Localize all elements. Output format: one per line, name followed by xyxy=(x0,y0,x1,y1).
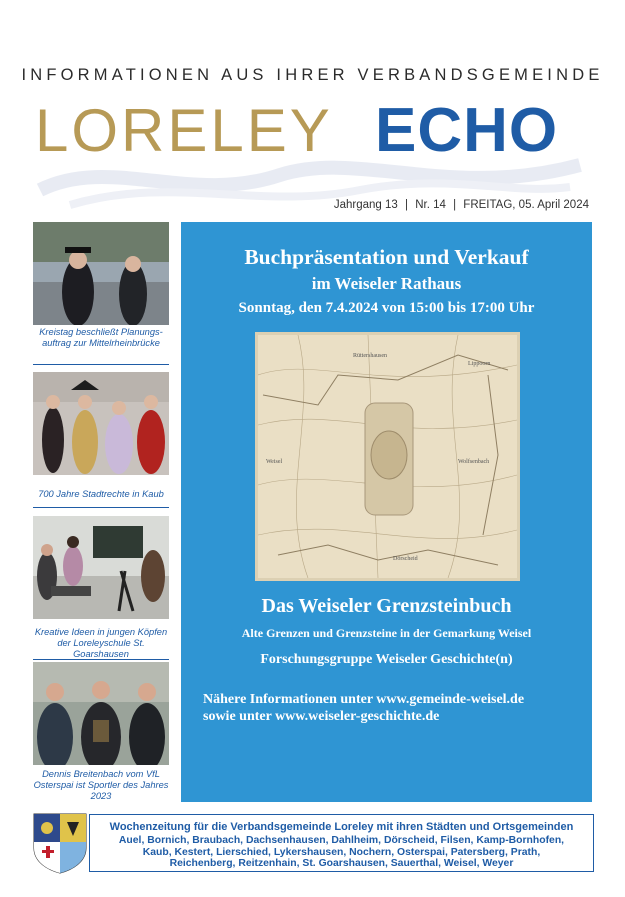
sidebar-item-bridge[interactable] xyxy=(33,222,169,349)
map-label: Weisel xyxy=(266,459,283,465)
grenzstein-map xyxy=(258,335,517,578)
map-label: Lippoorn xyxy=(468,361,491,367)
sidebar-item-school[interactable] xyxy=(33,516,169,660)
book-subtitle: Alte Grenzen und Grenzsteine in der Gemarkung Weisel xyxy=(241,626,532,640)
footer-line: Reichenberg, Reitzenhain, St. Goarshausen, Sauerthal, Weisel, Weyer xyxy=(169,858,514,869)
poster-location: im Weiseler Rathaus xyxy=(311,274,462,293)
issue-line xyxy=(332,199,591,211)
sidebar-item-sportler[interactable] xyxy=(33,662,169,802)
caption-bridge: Kreistag beschließt Planungs-auftrag zur Mittelrheinbrücke xyxy=(39,327,163,348)
logo-loreley: LORELEY xyxy=(35,97,333,164)
masthead-kicker: INFORMATIONEN AUS IHRER VERBANDSGEMEINDE xyxy=(21,66,604,84)
divider xyxy=(33,507,169,508)
footer-towns xyxy=(90,835,593,870)
info-line-1: Nähere Informationen unter www.gemeinde-weisel.de xyxy=(203,692,525,707)
book-title: Das Weiseler Grenzsteinbuch xyxy=(261,595,512,617)
caption-kaub: 700 Jahre Stadtrechte in Kaub xyxy=(38,489,164,499)
photo-sportler xyxy=(33,662,169,765)
caption-school: Kreative Ideen in jungen Köpfen der Loreleyschule St. Goarshausen xyxy=(34,627,168,659)
issue-jahrgang: Jahrgang 13 xyxy=(333,199,398,211)
issue-date: FREITAG, 05. April 2024 xyxy=(463,199,589,211)
sidebar-item-kaub[interactable] xyxy=(33,372,169,500)
masthead-logo xyxy=(35,96,595,166)
footer-line: Kaub, Kestert, Lierschied, Lykershausen, Nochern, Osterspai, Patersberg, Prath, xyxy=(142,846,541,858)
poster-headline: Buchpräsentation und Verkauf xyxy=(244,245,529,269)
map-label: Wolfsenbach xyxy=(458,459,490,465)
event-poster[interactable] xyxy=(181,222,592,802)
poster-datetime: Sonntag, den 7.4.2024 von 15:00 bis 17:00 Uhr xyxy=(238,300,535,316)
map-label: Rüttershausen xyxy=(353,353,387,359)
footer-title: Wochenzeitung für die Verbandsgemeinde Loreley mit ihren Städten und Ortsgemeinden xyxy=(109,821,574,833)
divider xyxy=(33,659,169,660)
info-line-2: sowie unter www.weiseler-geschichte.de xyxy=(203,709,440,724)
photo-kaub xyxy=(33,372,169,475)
divider xyxy=(33,364,169,365)
caption-sportler: Dennis Breitenbach vom VfL Osterspai ist Sportler des Jahres 2023 xyxy=(33,769,169,801)
photo-school xyxy=(33,516,169,619)
research-group: Forschungsgruppe Weiseler Geschichte(n) xyxy=(260,652,513,667)
separator: | xyxy=(453,199,457,211)
map-label: Dörscheid xyxy=(393,556,418,562)
logo-echo: ECHO xyxy=(375,96,559,165)
footer-box xyxy=(89,814,594,872)
footer-line: Auel, Bornich, Braubach, Dachsenhausen, Dahlheim, Dörscheid, Filsen, Kamp-Bornhofen, xyxy=(118,835,565,846)
coat-of-arms-icon xyxy=(32,812,88,874)
issue-number: Nr. 14 xyxy=(415,199,446,211)
separator: | xyxy=(405,199,408,211)
photo-bridge xyxy=(33,222,169,325)
